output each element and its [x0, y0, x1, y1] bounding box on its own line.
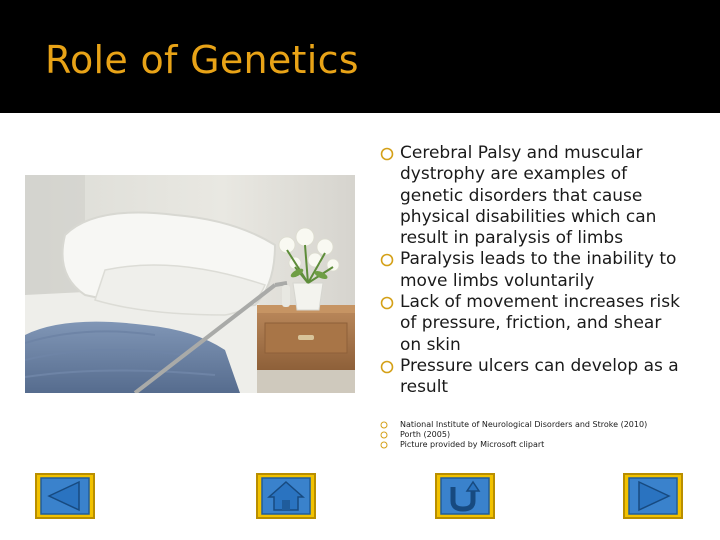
hospital-bed-photo: [25, 175, 355, 393]
circle-bullet-icon: [380, 441, 388, 449]
bullet-list: [380, 143, 680, 399]
circle-bullet-icon: [380, 421, 388, 429]
hospital-bed-illustration: [25, 175, 355, 393]
bullet-item: [380, 249, 680, 292]
bullet-item: [380, 143, 680, 249]
reference-text: Porth (2005): [400, 430, 451, 439]
title-bar: [0, 0, 720, 113]
bullet-item: [380, 356, 680, 399]
return-button[interactable]: [435, 473, 495, 519]
circle-bullet-icon: [380, 296, 394, 310]
return-icon: [435, 473, 495, 519]
circle-bullet-icon: [380, 253, 394, 267]
back-button[interactable]: [35, 473, 95, 519]
reference-text: National Institute of Neurological Disorders and Stroke (2010): [400, 420, 648, 429]
bullet-text: Lack of movement increases risk of pressure, friction, and shear on skin: [400, 292, 680, 355]
reference-item: [380, 420, 710, 430]
bullet-text: Cerebral Palsy and muscular dystrophy are examples of genetic disorders that cause physical disabilities which can result in paralysis of limbs: [400, 143, 657, 249]
reference-item: [380, 440, 710, 450]
reference-list: [380, 420, 710, 450]
reference-item: [380, 430, 710, 440]
circle-bullet-icon: [380, 360, 394, 374]
reference-text: Picture provided by Microsoft clipart: [400, 440, 545, 449]
circle-bullet-icon: [380, 431, 388, 439]
circle-bullet-icon: [380, 147, 394, 161]
bullet-text: Paralysis leads to the inability to move limbs voluntarily: [400, 249, 677, 291]
home-icon: [256, 473, 316, 519]
forward-button[interactable]: [623, 473, 683, 519]
forward-arrow-icon: [623, 473, 683, 519]
bullet-text: Pressure ulcers can develop as a result: [400, 355, 679, 398]
back-arrow-icon: [35, 473, 95, 519]
home-button[interactable]: [256, 473, 316, 519]
slide-title: Role of Genetics: [45, 38, 359, 82]
bullet-item: [380, 292, 680, 356]
